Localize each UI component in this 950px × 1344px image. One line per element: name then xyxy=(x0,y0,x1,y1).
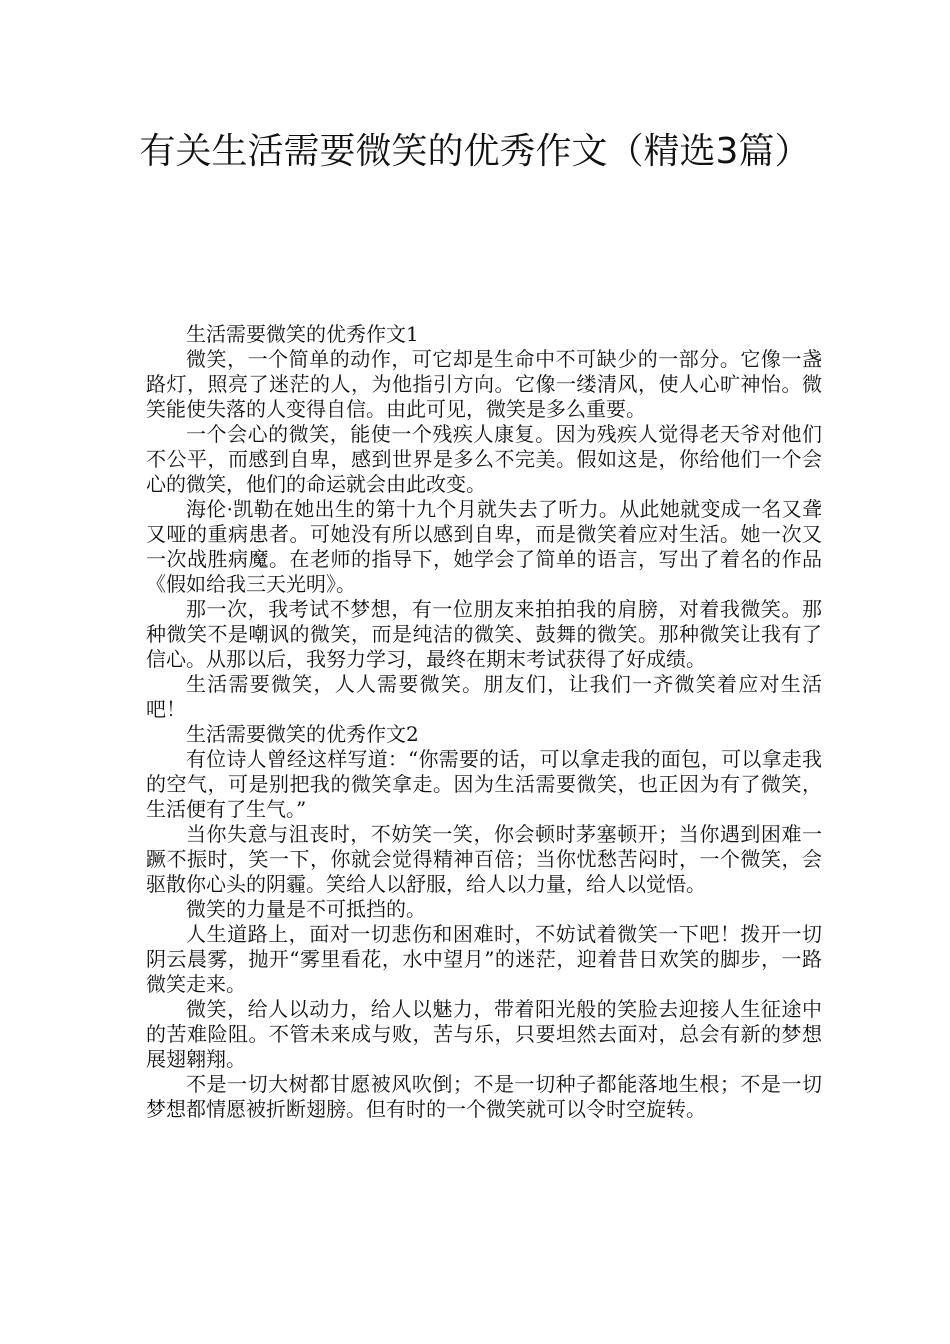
section-heading-2: 生活需要微笑的优秀作文2 xyxy=(186,722,419,746)
paragraph: 不是一切大树都甘愿被风吹倒；不是一切种子都能落地生根；不是一切梦想都情愿被折断翅膀。但有时的一个微笑就可以令时空旋转。 xyxy=(146,1072,822,1121)
paragraph: 微笑，一个简单的动作，可它却是生命中不可缺少的一部分。它像一盏路灯，照亮了迷茫的人，为他指引方向。它像一缕清风，使人心旷神怡。微笑能使失落的人变得自信。由此可见，微笑是多么重要。 xyxy=(146,347,822,421)
paragraph: 生活需要微笑，人人需要微笑。朋友们，让我们一齐微笑着应对生活吧！ xyxy=(146,672,822,721)
paragraph: 人生道路上，面对一切悲伤和困难时，不妨试着微笑一下吧！拨开一切阴云晨雾，抛开“雾里看花，水中望月”的迷茫，迎着昔日欢笑的脚步，一路微笑走来。 xyxy=(146,922,822,996)
paragraph: 那一次，我考试不梦想，有一位朋友来拍拍我的肩膀，对着我微笑。那种微笑不是嘲讽的微笑，而是纯洁的微笑、鼓舞的微笑。那种微笑让我有了信心。从那以后，我努力学习，最终在期末考试获得了好成绩。 xyxy=(146,597,822,671)
document-body xyxy=(146,322,822,1122)
paragraph: 有位诗人曾经这样写道：“你需要的话，可以拿走我的面包，可以拿走我的空气，可是别把我的微笑拿走。因为生活需要微笑，也正因为有了微笑，生活便有了生气。” xyxy=(146,747,822,821)
paragraph: 当你失意与沮丧时，不妨笑一笑，你会顿时茅塞顿开；当你遇到困难一蹶不振时，笑一下，你就会觉得精神百倍；当你忧愁苦闷时，一个微笑，会驱散你心头的阴霾。笑给人以舒服，给人以力量，给人以觉悟。 xyxy=(146,822,822,896)
paragraph: 微笑的力量是不可抵挡的。 xyxy=(186,897,426,921)
paragraph: 一个会心的微笑，能使一个残疾人康复。因为残疾人觉得老天爷对他们不公平，而感到自卑，感到世界是多么不完美。假如这是，你给他们一个会心的微笑，他们的命运就会由此改变。 xyxy=(146,422,822,496)
paragraph: 微笑，给人以动力，给人以魅力，带着阳光般的笑脸去迎接人生征途中的苦难险阻。不管未来成与败，苦与乐，只要坦然去面对，总会有新的梦想展翅翱翔。 xyxy=(146,997,822,1071)
paragraph: 海伦·凯勒在她出生的第十九个月就失去了听力。从此她就变成一名又聋又哑的重病患者。可她没有所以感到自卑，而是微笑着应对生活。她一次又一次战胜病魔。在老师的指导下，她学会了简单的语言，写出了着名的作品《假如给我三天光明》。 xyxy=(146,497,822,596)
section-heading-1: 生活需要微笑的优秀作文1 xyxy=(186,322,419,346)
document-title: 有关生活需要微笑的优秀作文（精选3篇） xyxy=(139,131,811,172)
